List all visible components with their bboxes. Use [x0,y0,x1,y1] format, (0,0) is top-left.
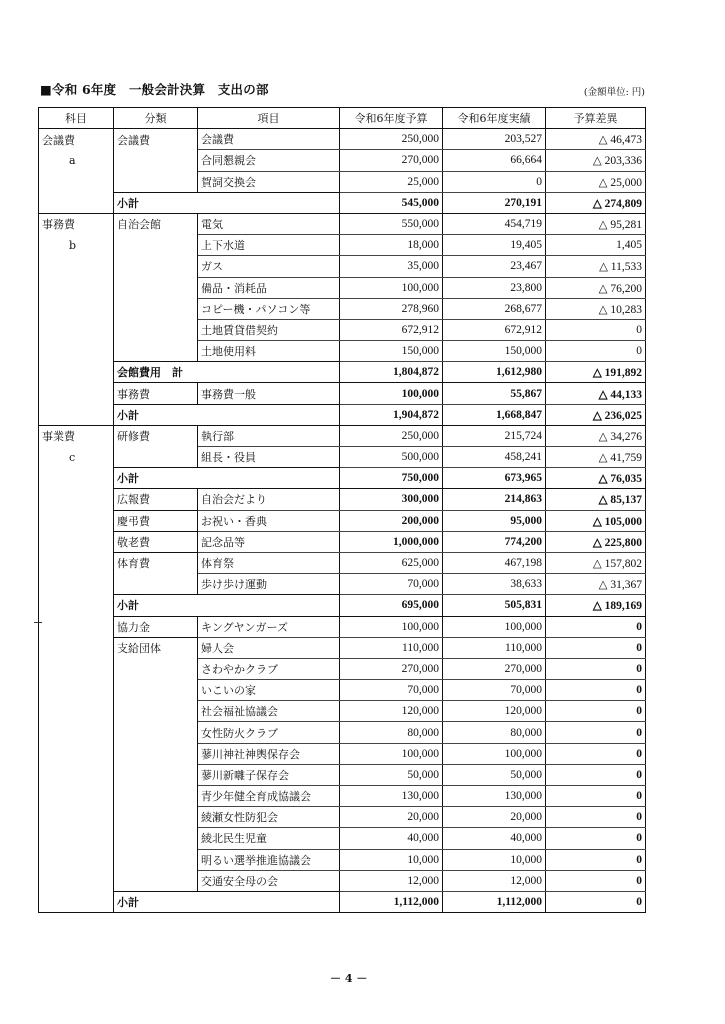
cell-kamoku [39,341,114,362]
cell-bunrui [114,171,198,192]
cell-actual: 66,664 [443,150,546,171]
cell-bunrui [114,298,198,319]
cell-diff: 1,405 [546,235,646,256]
cell-budget: 550,000 [340,213,443,234]
cell-koumoku: 明るい選挙推進協議会 [198,849,340,870]
cell-bunrui [114,722,198,743]
cell-budget: 18,000 [340,235,443,256]
cell-koumoku: 歩け歩け運動 [198,574,340,595]
table-row [39,701,646,722]
cell-bunrui: 支給団体 [114,637,198,658]
binding-mark [34,622,42,623]
cell-budget: 672,912 [340,319,443,340]
table-row [39,256,646,277]
cell-budget: 25,000 [340,171,443,192]
cell-actual: 23,800 [443,277,546,298]
cell-diff: △ 225,800 [546,531,646,552]
cell-budget: 1,112,000 [340,891,443,912]
table-row [39,722,646,743]
cell-kamoku: 事業費 [39,425,114,446]
cell-diff: △ 236,025 [546,404,646,425]
cell-diff: 0 [546,849,646,870]
cell-diff: △ 189,169 [546,595,646,616]
cell-bunrui [114,150,198,171]
cell-actual: 70,000 [443,680,546,701]
table-row [39,341,646,362]
cell-actual: 95,000 [443,510,546,531]
cell-actual: 458,241 [443,447,546,468]
table-row [39,425,646,446]
cell-budget: 110,000 [340,637,443,658]
cell-koumoku: 蓼川神社神輿保存会 [198,743,340,764]
cell-kamoku [39,616,114,637]
cell-budget: 70,000 [340,680,443,701]
cell-bunrui [114,743,198,764]
cell-budget: 250,000 [340,129,443,150]
cell-actual: 774,200 [443,531,546,552]
cell-actual: 0 [443,171,546,192]
cell-kamoku [39,828,114,849]
cell-bunrui: 協力金 [114,616,198,637]
cell-bunrui: 会館費用 計 [114,362,340,383]
cell-koumoku: 会議費 [198,129,340,150]
col-header-bunrui: 分類 [114,108,198,129]
cell-bunrui [114,849,198,870]
cell-budget: 695,000 [340,595,443,616]
cell-koumoku: 青少年健全育成協議会 [198,786,340,807]
cell-diff: 0 [546,722,646,743]
cell-actual: 467,198 [443,552,546,573]
cell-diff: 0 [546,680,646,701]
cell-kamoku [39,256,114,277]
cell-bunrui [114,764,198,785]
col-header-budget: 令和6年度予算 [340,108,443,129]
cell-bunrui [114,319,198,340]
cell-diff: △ 157,802 [546,552,646,573]
table-row [39,680,646,701]
cell-diff: 0 [546,743,646,764]
cell-budget: 10,000 [340,849,443,870]
table-row [39,743,646,764]
cell-budget: 100,000 [340,277,443,298]
table-row [39,298,646,319]
cell-diff: △ 25,000 [546,171,646,192]
cell-koumoku: 賀詞交換会 [198,171,340,192]
cell-actual: 19,405 [443,235,546,256]
cell-diff: △ 274,809 [546,192,646,213]
cell-actual: 23,467 [443,256,546,277]
cell-koumoku: 体育祭 [198,552,340,573]
cell-bunrui: 自治会館 [114,213,198,234]
cell-koumoku: ガス [198,256,340,277]
cell-koumoku: 蓼川新囃子保存会 [198,764,340,785]
cell-koumoku: 綾北民生児童 [198,828,340,849]
cell-bunrui [114,680,198,701]
cell-actual: 673,965 [443,468,546,489]
cell-kamoku [39,637,114,658]
cell-kamoku [39,574,114,595]
cell-actual: 203,527 [443,129,546,150]
cell-diff: 0 [546,786,646,807]
cell-diff: 0 [546,341,646,362]
cell-koumoku: 上下水道 [198,235,340,256]
cell-kamoku [39,319,114,340]
cell-diff: 0 [546,764,646,785]
table-row [39,828,646,849]
cell-actual: 268,677 [443,298,546,319]
cell-koumoku: さわやかクラブ [198,658,340,679]
cell-kamoku [39,870,114,891]
cell-kamoku: c [39,447,114,468]
cell-kamoku [39,786,114,807]
cell-kamoku [39,807,114,828]
cell-kamoku [39,489,114,510]
cell-actual: 672,912 [443,319,546,340]
cell-budget: 130,000 [340,786,443,807]
cell-actual: 50,000 [443,764,546,785]
cell-koumoku: 記念品等 [198,531,340,552]
cell-kamoku [39,404,114,425]
cell-budget: 625,000 [340,552,443,573]
cell-kamoku [39,595,114,616]
cell-kamoku [39,891,114,912]
cell-kamoku: 会議費 [39,129,114,150]
cell-bunrui [114,447,198,468]
cell-budget: 100,000 [340,383,443,404]
cell-bunrui [114,828,198,849]
table-row [39,616,646,637]
cell-actual: 20,000 [443,807,546,828]
col-header-diff: 予算差異 [546,108,646,129]
cell-budget: 35,000 [340,256,443,277]
cell-koumoku: 電気 [198,213,340,234]
cell-budget: 250,000 [340,425,443,446]
col-header-koumoku: 項目 [198,108,340,129]
table-row [39,319,646,340]
subtotal-row [39,891,646,912]
cell-diff: △ 76,035 [546,468,646,489]
cell-bunrui [114,341,198,362]
table-row [39,129,646,150]
currency-unit-note: (金額単位: 円) [583,87,645,98]
cell-bunrui [114,277,198,298]
cell-koumoku: 土地使用料 [198,341,340,362]
cell-bunrui [114,574,198,595]
cell-actual: 214,863 [443,489,546,510]
cell-actual: 130,000 [443,786,546,807]
cell-budget: 20,000 [340,807,443,828]
cell-actual: 270,000 [443,658,546,679]
cell-budget: 80,000 [340,722,443,743]
cell-diff: △ 85,137 [546,489,646,510]
cell-koumoku: お祝い・香典 [198,510,340,531]
cell-diff: △ 31,367 [546,574,646,595]
cell-koumoku: 社会福祉協議会 [198,701,340,722]
cell-koumoku: 組長・役員 [198,447,340,468]
table-row [39,807,646,828]
table-row [39,552,646,573]
cell-kamoku [39,531,114,552]
cell-diff: △ 41,759 [546,447,646,468]
cell-actual: 120,000 [443,701,546,722]
cell-kamoku [39,722,114,743]
table-row [39,849,646,870]
cell-bunrui: 体育費 [114,552,198,573]
cell-actual: 454,719 [443,213,546,234]
cell-diff: 0 [546,807,646,828]
cell-kamoku [39,383,114,404]
cell-actual: 270,191 [443,192,546,213]
cell-kamoku [39,171,114,192]
cell-kamoku: b [39,235,114,256]
cell-actual: 215,724 [443,425,546,446]
cell-bunrui [114,658,198,679]
cell-budget: 545,000 [340,192,443,213]
cell-actual: 100,000 [443,616,546,637]
table-row [39,637,646,658]
cell-koumoku: 執行部 [198,425,340,446]
cell-diff: 0 [546,616,646,637]
cell-koumoku: いこいの家 [198,680,340,701]
cell-koumoku: 自治会だより [198,489,340,510]
table-row [39,764,646,785]
cell-actual: 100,000 [443,743,546,764]
cell-budget: 50,000 [340,764,443,785]
cell-actual: 505,831 [443,595,546,616]
subtotal-row [39,362,646,383]
cell-actual: 40,000 [443,828,546,849]
cell-kamoku [39,764,114,785]
cell-koumoku: キングヤンガーズ [198,616,340,637]
cell-actual: 38,633 [443,574,546,595]
cell-diff: 0 [546,870,646,891]
cell-actual: 80,000 [443,722,546,743]
cell-actual: 1,668,847 [443,404,546,425]
cell-bunrui [114,786,198,807]
subtotal-row [39,595,646,616]
cell-kamoku [39,298,114,319]
cell-koumoku: 交通安全母の会 [198,870,340,891]
table-row [39,277,646,298]
table-header-row [39,108,646,129]
table-row [39,489,646,510]
cell-budget: 270,000 [340,150,443,171]
cell-bunrui: 小計 [114,192,340,213]
cell-bunrui [114,256,198,277]
cell-actual: 150,000 [443,341,546,362]
cell-actual: 10,000 [443,849,546,870]
cell-budget: 120,000 [340,701,443,722]
cell-koumoku: 合同懇親会 [198,150,340,171]
cell-diff: △ 191,892 [546,362,646,383]
cell-koumoku: 婦人会 [198,637,340,658]
cell-actual: 55,867 [443,383,546,404]
cell-kamoku: a [39,150,114,171]
table-row [39,870,646,891]
table-row [39,150,646,171]
cell-bunrui: 会議費 [114,129,198,150]
table-row [39,574,646,595]
cell-kamoku [39,658,114,679]
cell-kamoku: 事務費 [39,213,114,234]
cell-bunrui: 小計 [114,595,340,616]
cell-kamoku [39,849,114,870]
cell-budget: 750,000 [340,468,443,489]
table-row [39,235,646,256]
cell-bunrui: 広報費 [114,489,198,510]
cell-budget: 70,000 [340,574,443,595]
cell-diff: △ 10,283 [546,298,646,319]
expenditure-table [38,107,646,913]
cell-kamoku [39,192,114,213]
cell-bunrui: 敬老費 [114,531,198,552]
cell-kamoku [39,743,114,764]
cell-budget: 12,000 [340,870,443,891]
cell-budget: 1,000,000 [340,531,443,552]
cell-diff: 0 [546,701,646,722]
cell-koumoku: 事務費一般 [198,383,340,404]
document-title: ■令和 6年度 一般会計決算 支出の部 [40,82,269,97]
cell-koumoku: 綾瀬女性防犯会 [198,807,340,828]
cell-bunrui [114,235,198,256]
cell-diff: △ 11,533 [546,256,646,277]
cell-budget: 100,000 [340,616,443,637]
cell-diff: △ 46,473 [546,129,646,150]
cell-budget: 1,904,872 [340,404,443,425]
page-number: － 4 － [330,972,368,985]
cell-budget: 1,804,872 [340,362,443,383]
table-row [39,383,646,404]
cell-diff: △ 95,281 [546,213,646,234]
table-row [39,531,646,552]
cell-kamoku [39,277,114,298]
cell-kamoku [39,552,114,573]
table-body [39,129,646,913]
col-header-actual: 令和6年度実績 [443,108,546,129]
cell-budget: 278,960 [340,298,443,319]
cell-diff: 0 [546,891,646,912]
cell-diff: 0 [546,637,646,658]
cell-koumoku: 女性防火クラブ [198,722,340,743]
cell-budget: 150,000 [340,341,443,362]
cell-diff: △ 44,133 [546,383,646,404]
cell-bunrui: 小計 [114,891,340,912]
subtotal-row [39,404,646,425]
cell-bunrui: 事務費 [114,383,198,404]
cell-budget: 40,000 [340,828,443,849]
cell-bunrui [114,870,198,891]
cell-bunrui: 慶弔費 [114,510,198,531]
table-row [39,510,646,531]
table-row [39,171,646,192]
subtotal-row [39,468,646,489]
cell-actual: 1,112,000 [443,891,546,912]
cell-kamoku [39,680,114,701]
table-row [39,213,646,234]
cell-budget: 500,000 [340,447,443,468]
cell-diff: △ 76,200 [546,277,646,298]
cell-actual: 1,612,980 [443,362,546,383]
cell-koumoku: コピー機・パソコン等 [198,298,340,319]
cell-koumoku: 備品・消耗品 [198,277,340,298]
cell-bunrui: 研修費 [114,425,198,446]
cell-diff: △ 203,336 [546,150,646,171]
cell-bunrui: 小計 [114,468,340,489]
subtotal-row [39,192,646,213]
table-row [39,786,646,807]
col-header-kamoku: 科目 [39,108,114,129]
cell-kamoku [39,701,114,722]
cell-diff: 0 [546,319,646,340]
cell-diff: 0 [546,828,646,849]
cell-kamoku [39,362,114,383]
cell-budget: 100,000 [340,743,443,764]
table-row [39,658,646,679]
cell-diff: 0 [546,658,646,679]
table-row [39,447,646,468]
cell-bunrui: 小計 [114,404,340,425]
cell-diff: △ 34,276 [546,425,646,446]
cell-diff: △ 105,000 [546,510,646,531]
cell-actual: 12,000 [443,870,546,891]
cell-kamoku [39,510,114,531]
cell-koumoku: 土地賃貸借契約 [198,319,340,340]
cell-kamoku [39,468,114,489]
cell-bunrui [114,807,198,828]
cell-bunrui [114,701,198,722]
cell-budget: 300,000 [340,489,443,510]
cell-budget: 270,000 [340,658,443,679]
cell-budget: 200,000 [340,510,443,531]
cell-actual: 110,000 [443,637,546,658]
